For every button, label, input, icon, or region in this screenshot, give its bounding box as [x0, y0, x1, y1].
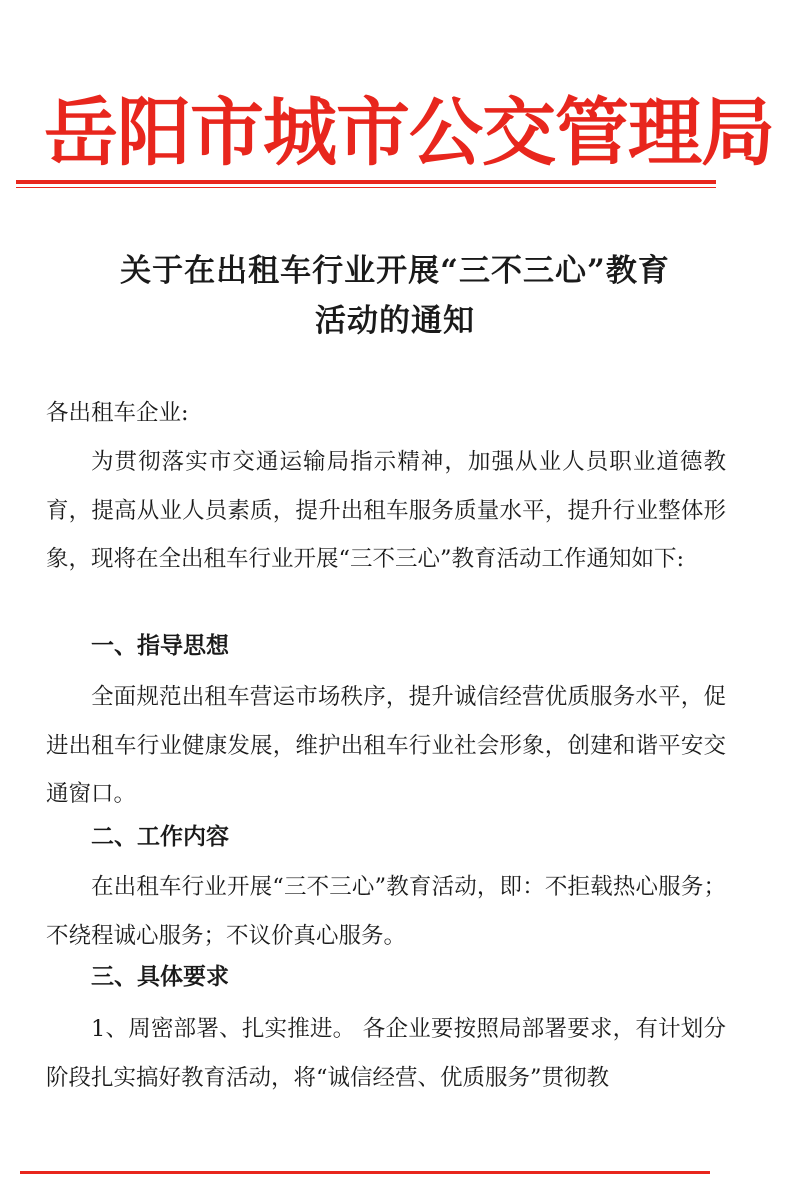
document-title-line-2: 活动的通知: [315, 303, 475, 339]
letterhead-rule-thick: [16, 180, 716, 184]
section-2-body: 在出租车行业开展“三不三心”教育活动，即：不拒载热心服务；不绕程诚心服务；不议价真心服务。: [46, 874, 726, 949]
section-1-heading: 一、指导思想: [91, 633, 229, 659]
section-3-body: 1、周密部署、扎实推进。 各企业要按照局部署要求，有计划分阶段扎实搞好教育活动，将“诚信经营、优质服务”贯彻教: [46, 1016, 726, 1091]
letterhead-title: 岳阳市城市公交管理局: [44, 90, 774, 176]
section-1-body: 全面规范出租车营运市场秩序，提升诚信经营优质服务水平，促进出租车行业健康发展，维护出租车行业社会形象，创建和谐平安交通窗口。: [46, 684, 726, 807]
salutation: 各出租车企业:: [46, 400, 189, 426]
letterhead-rule-thin: [16, 187, 716, 188]
document-title-line-1: 关于在出租车行业开展“三不三心”教育: [120, 253, 670, 289]
intro-paragraph: 为贯彻落实市交通运输局指示精神，加强从业人员职业道德教育，提高从业人员素质，提升出租车服务质量水平，提升行业整体形象，现将在全出租车行业开展“三不三心”教育活动工作通知如下:: [46, 449, 726, 572]
section-2-heading: 二、工作内容: [91, 824, 229, 850]
section-3-heading: 三、具体要求: [91, 964, 229, 990]
footer-rule: [20, 1171, 710, 1174]
